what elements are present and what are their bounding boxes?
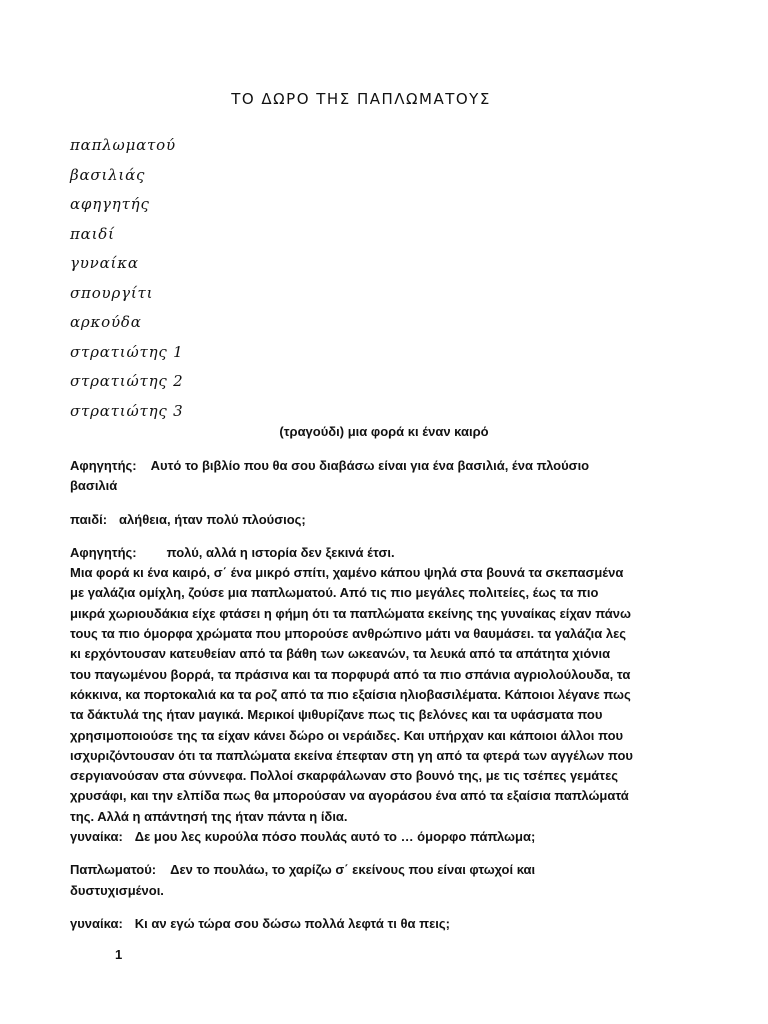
narration-line: τα δάκτυλά της ήταν μαγικά. Μερικοί ψιθυρίζανε πως τις βελόνες και τα υφάσματα που [70, 707, 603, 723]
narration-line: του παγωμένου βορρά, τα πράσινα και τα πορφυρά από τα πιο σπάνια αγριολούλουδα, τα [70, 666, 631, 682]
cast-item: στρατιώτης 1 [70, 342, 184, 361]
narration-line: μικρά χωριουδάκια είχε φτάσει η φήμη ότι τα παπλώματα εκείνης της γυναίκας είχαν πάνω [70, 605, 631, 621]
narration-line: ισχυριζόντουσαν ότι τα παπλώματα εκείνα έπεφταν στη γη από τα φτερά των αγγέλων που [70, 747, 633, 763]
speaker-label: Αφηγητής: [70, 544, 137, 560]
speaker-label: Αφηγητής: [70, 458, 137, 473]
dialogue-narrator-2 [70, 543, 710, 827]
cast-item: γυναίκα [70, 254, 139, 272]
speaker-label: γυναίκα: [70, 915, 123, 931]
dialogue-line [70, 543, 710, 563]
dialogue-line [70, 827, 710, 847]
cast-item: παιδί [70, 224, 115, 243]
dialogue-line: βασιλιά [70, 478, 118, 494]
song-heading: (τραγούδι) μια φορά κι έναν καιρό [279, 424, 489, 439]
cast-item: παπλωματού [70, 136, 176, 154]
dialogue-woman-1 [70, 827, 710, 847]
narration-line: σεργιανούσαν στα σύννεφα. Πολλοί σκαρφάλωναν στο βουνό της, με τις τσέπες γεμάτες [70, 768, 619, 784]
dialogue-text: Κι αν εγώ τώρα σου δώσω πολλά λεφτά τι θα πεις; [134, 915, 450, 931]
cast-item: στρατιώτης 3 [70, 401, 184, 420]
page-title: ΤΟ ΔΩΡΟ ΤΗΣ ΠΑΠΛΩΜΑΤΟΥΣ [231, 90, 491, 108]
narration-line: κι ερχόντουσαν κατευθείαν από τα βάθη των ωκεανών, τα λευκά από τα απάτητα χιόνια [70, 646, 611, 662]
dialogue-line [70, 510, 710, 530]
dialogue-woman-2 [70, 914, 710, 934]
narration-line: Μια φορά κι ένα καιρό, σ΄ ένα μικρό σπίτι, χαμένο κάπου ψηλά στα βουνά τα σκεπασμένα [70, 565, 624, 581]
dialogue-text: Δε μου λες κυρούλα πόσο πουλάς αυτό το … όμορφο πάπλωμα; [134, 829, 536, 845]
dialogue-line: δυστυχισμένοι. [70, 882, 164, 898]
cast-item: σπουργίτι [70, 283, 154, 302]
dialogue-text: πολύ, αλλά η ιστορία δεν ξεκινά έτσι. [166, 544, 395, 560]
dialogue-text: αλήθεια, ήταν πολύ πλούσιος; [119, 511, 306, 527]
narration-line: χρυσάφι, και την ελπίδα πως θα μπορούσαν να αγοράσου ένα από τα εξαίσια παπλώματά [70, 788, 629, 804]
page-number: 1 [115, 947, 123, 962]
dialogue-text: Αυτό το βιβλίο που θα σου διαβάσω είναι για ένα βασιλιά, ένα πλούσιο [150, 458, 590, 473]
dialogue-line [70, 456, 710, 476]
cast-list [70, 131, 184, 426]
dialogue-text: Δεν το πουλάω, το χαρίζω σ΄ εκείνους που είναι φτωχοί και [170, 862, 536, 878]
narration-line: χρησιμοποιούσε της τα είχαν κάνει δώρο οι νεράιδες. Και υπήρχαν και κάποιοι άλλοι που [70, 727, 624, 743]
narration-line: κόκκινα, κα πορτοκαλιά κα τα ροζ από τα πιο εξαίσια ηλιοβασιλέματα. Κάποιοι λέγανε πως [70, 686, 631, 702]
script-body [70, 456, 710, 947]
narration-line: της. Αλλά η απάντησή της ήταν πάντα η ίδια. [70, 808, 348, 824]
cast-item: στρατιώτης 2 [70, 372, 184, 390]
speaker-label: παιδί: [70, 511, 108, 527]
speaker-label: Παπλωματού: [70, 862, 157, 878]
narration-line: με γαλάζια ομίχλη, ζούσε μια παπλωματού. Από τις πιο μεγάλες πολιτείες, έως τα πιο [70, 585, 599, 601]
dialogue-quilter-1 [70, 860, 710, 901]
dialogue-narrator-1 [70, 456, 710, 497]
dialogue-line [70, 860, 710, 880]
cast-item: αφηγητής [70, 195, 150, 213]
cast-item: βασιλιάς [70, 165, 146, 184]
cast-item: αρκούδα [70, 313, 142, 331]
dialogue-line [70, 914, 710, 934]
dialogue-child-1 [70, 510, 710, 530]
speaker-label: γυναίκα: [70, 829, 123, 845]
narration-line: τους τα πιο όμορφα χρώματα που μπορούσε ανθρώπινο μάτι να θαυμάσει. τα γαλάζια λες [70, 626, 627, 642]
